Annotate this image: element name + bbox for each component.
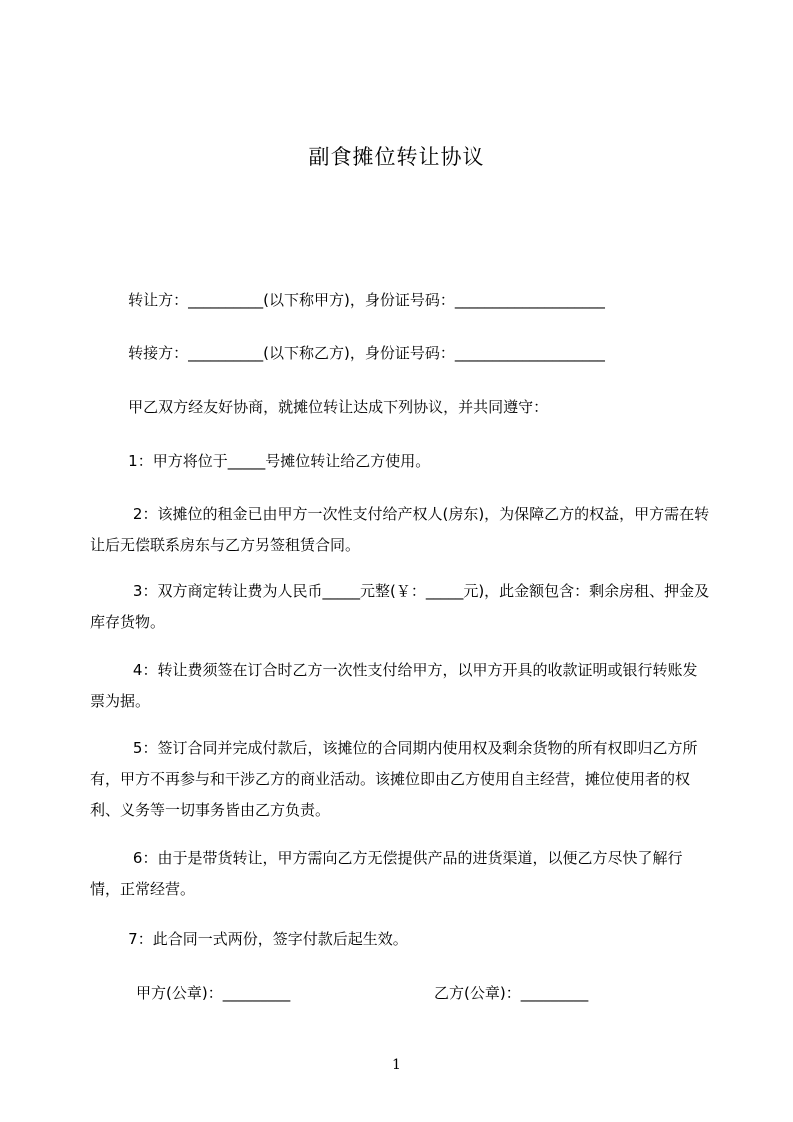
clause-5: 5：签订合同并完成付款后，该摊位的合同期内使用权及剩余货物的所有权即归乙方所有，甲方不再参与和干涉乙方的商业活动。该摊位即由乙方使用自主经营，摊位使用者的权利、义务等一切事务皆由乙方负责。 — [90, 739, 698, 819]
clause-1: 1：甲方将位于_____号摊位转让给乙方使用。 — [90, 452, 431, 470]
intro-paragraph: 甲乙双方经友好协商，就摊位转让达成下列协议，并共同遵守： — [90, 398, 549, 416]
clause-4: 4：转让费须签在订合时乙方一次性支付给甲方，以甲方开具的收款证明或银行转账发票为据。 — [90, 661, 698, 710]
page-number: 1 — [392, 1057, 401, 1073]
clause-7: 7：此合同一式两份，签字付款后起生效。 — [90, 930, 408, 948]
party-a-signature: 甲方(公章)：_________ — [136, 984, 291, 1002]
transferor-line: 转让方：__________(以下称甲方)，身份证号码：____________________ — [90, 291, 605, 309]
clause-2: 2：该摊位的租金已由甲方一次性支付给产权人(房东)，为保障乙方的权益，甲方需在转让后无偿联系房东与乙方另签租赁合同。 — [90, 505, 710, 554]
document-title: 副食摊位转让协议 — [308, 145, 485, 169]
clause-3: 3：双方商定转让费为人民币_____元整(￥：_____元)，此金额包含：剩余房租、押金及库存货物。 — [90, 582, 710, 631]
clause-6: 6：由于是带货转让，甲方需向乙方无偿提供产品的进货渠道，以便乙方尽快了解行情，正常经营。 — [90, 849, 683, 898]
party-b-signature: 乙方(公章)：_________ — [434, 984, 589, 1002]
transferee-line: 转接方：__________(以下称乙方)，身份证号码：____________________ — [90, 344, 605, 362]
